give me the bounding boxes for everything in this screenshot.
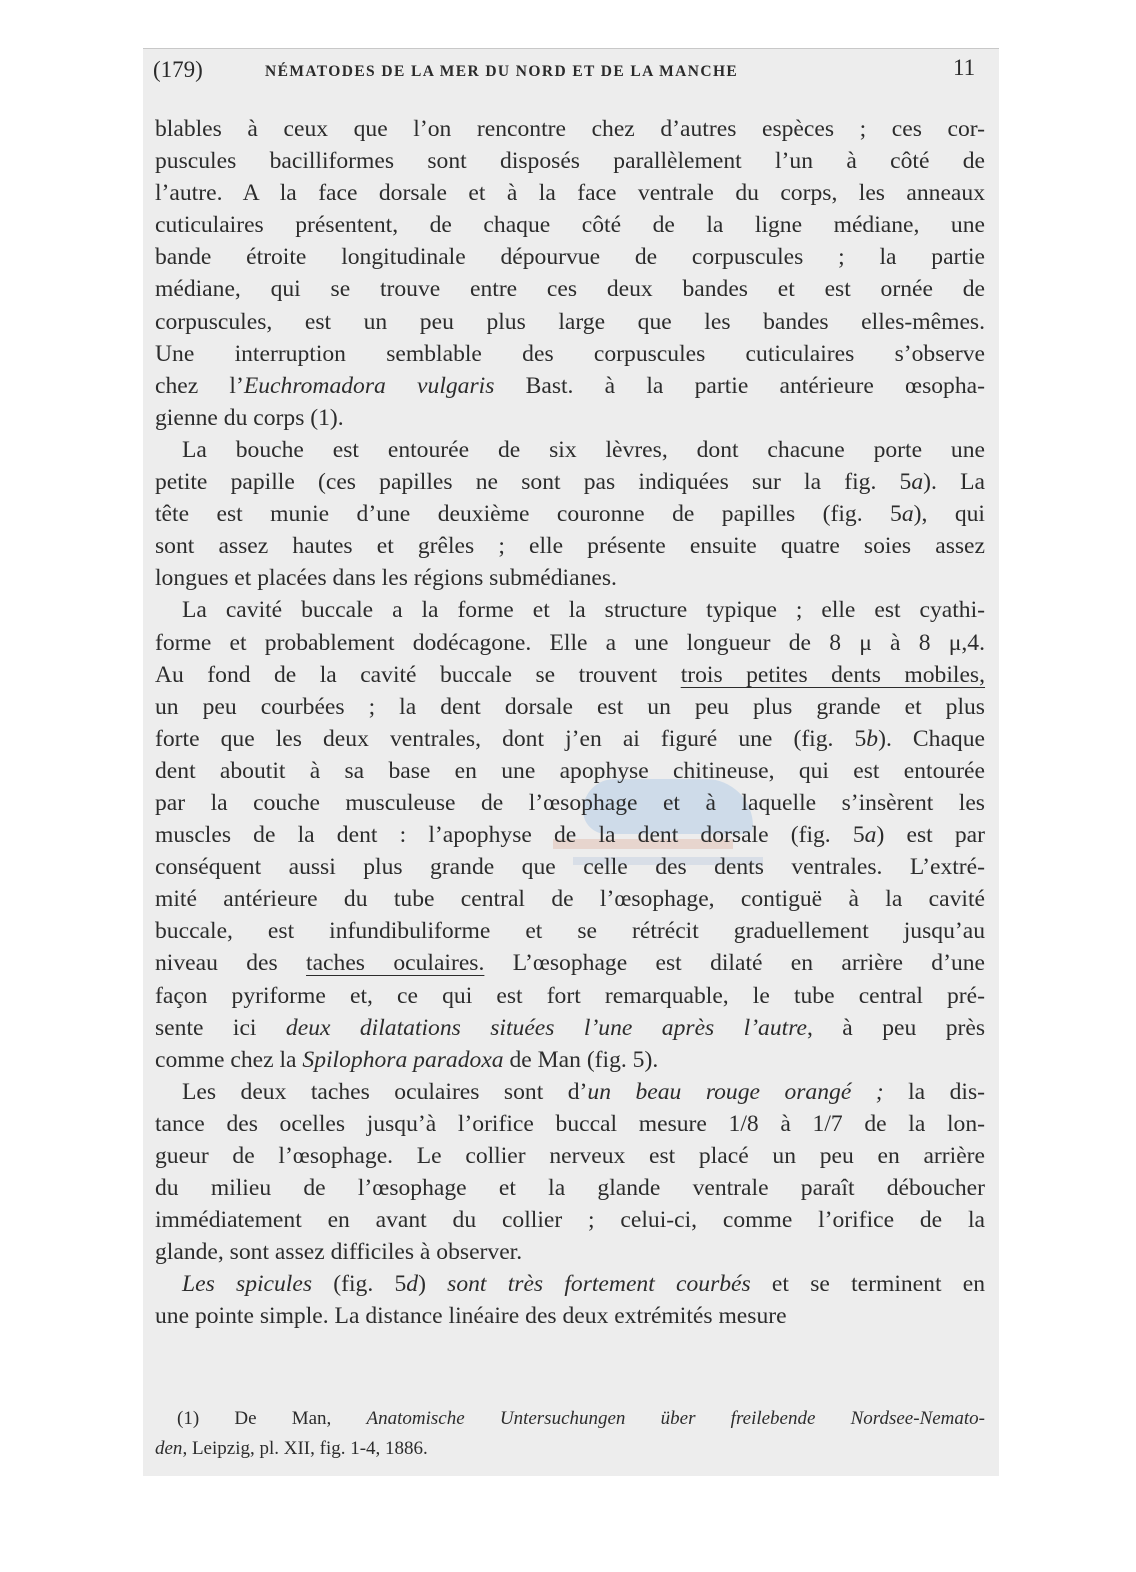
text-segment: (1) De Man, xyxy=(177,1408,367,1429)
text-line xyxy=(155,466,985,498)
italic-text: b xyxy=(866,725,879,752)
text-segment: tête est munie d’une deuxième couronne de papilles (fig. 5 xyxy=(155,501,902,528)
text-segment: longues et placées dans les régions submédianes. xyxy=(155,565,617,592)
text-line xyxy=(155,1268,985,1300)
text-line xyxy=(155,1044,985,1076)
text-line xyxy=(155,723,985,755)
page-number: 11 xyxy=(953,55,976,80)
text-segment: gienne du corps (1). xyxy=(155,404,344,431)
text-line xyxy=(155,1140,985,1172)
text-segment: chez l’ xyxy=(155,372,244,399)
italic-text: deux dilatations situées l’une après l’autre xyxy=(285,1014,807,1041)
text-segment: , à peu près xyxy=(806,1014,985,1041)
text-segment: (fig. 5 xyxy=(312,1271,407,1298)
text-line xyxy=(155,498,985,530)
italic-text: Les spicules xyxy=(182,1271,313,1298)
text-line xyxy=(155,370,985,402)
text-line xyxy=(155,980,985,1012)
text-segment: l’autre. A la face dorsale et à la face ventrale du corps, les anneaux xyxy=(155,180,985,207)
text-line xyxy=(155,1300,985,1332)
text-line xyxy=(155,1076,985,1108)
text-line xyxy=(155,338,985,370)
italic-text: sont très fortement courbés xyxy=(447,1271,751,1298)
text-segment: mité antérieure du tube central de l’œsophage, contiguë à la cavité xyxy=(155,886,985,913)
text-line xyxy=(155,659,985,691)
text-segment: ). Chaque xyxy=(878,725,985,752)
text-segment: immédiatement en avant du collier ; celui-ci, comme l’orifice de la xyxy=(155,1207,985,1234)
text-line xyxy=(155,113,985,145)
body-text xyxy=(155,113,985,1333)
italic-text: d xyxy=(406,1271,419,1298)
text-segment: sont assez hautes et grêles ; elle présente ensuite quatre soies assez xyxy=(155,533,985,560)
text-line xyxy=(155,594,985,626)
text-segment: La cavité buccale a la forme et la structure typique ; elle est cyathi- xyxy=(182,597,985,624)
text-segment: blables à ceux que l’on rencontre chez d’autres espèces ; ces cor- xyxy=(155,116,985,142)
text-segment: comme chez la xyxy=(155,1046,303,1073)
text-segment: , Leipzig, pl. XII, fig. 1-4, 1886. xyxy=(182,1438,428,1459)
text-segment: L’œsophage est dilaté en arrière d’une xyxy=(484,950,986,977)
text-segment: Une interruption semblable des corpuscules cuticulaires s’observe xyxy=(155,340,985,367)
text-segment: forme et probablement dodécagone. Elle a une longueur de 8 μ à 8 μ,4. xyxy=(155,629,985,656)
text-segment: du milieu de l’œsophage et la glande ventrale paraît déboucher xyxy=(155,1175,985,1202)
italic-text: den xyxy=(155,1438,183,1459)
text-line xyxy=(155,273,985,305)
text-segment: Au fond de la cavité buccale se trouvent xyxy=(155,661,681,688)
text-line xyxy=(155,402,985,434)
text-segment: tance des ocelles jusqu’à l’orifice buccal mesure 1/8 à 1/7 de la lon- xyxy=(155,1110,985,1137)
italic-text: Anatomische Untersuchungen über freilebende Nordsee-Nemato- xyxy=(366,1408,986,1429)
text-line xyxy=(155,562,985,594)
text-line xyxy=(155,691,985,723)
text-segment: ), qui xyxy=(913,501,985,528)
running-head xyxy=(143,55,983,89)
text-segment: une pointe simple. La distance linéaire des deux extrémités mesure xyxy=(155,1303,787,1330)
text-line xyxy=(155,1012,985,1044)
italic-text: Euchromadora vulgaris xyxy=(243,372,495,399)
underlined-text: trois petites dents mobiles, xyxy=(680,661,986,688)
text-segment: façon pyriforme et, ce qui est fort remarquable, le tube central pré- xyxy=(155,982,985,1009)
text-segment: de Man (fig. 5). xyxy=(503,1046,659,1073)
text-segment: Bast. à la partie antérieure œsopha- xyxy=(494,372,985,399)
text-segment: par la couche musculeuse de l’œsophage et à laquelle s’insèrent les xyxy=(155,789,985,816)
text-segment: et se terminent en xyxy=(750,1271,985,1298)
text-line xyxy=(155,851,985,883)
text-line xyxy=(155,915,985,947)
text-line xyxy=(155,241,985,273)
text-segment: ) xyxy=(418,1271,448,1298)
text-line xyxy=(155,819,985,851)
text-line xyxy=(155,1108,985,1140)
footnotes xyxy=(155,1404,985,1464)
text-line xyxy=(155,627,985,659)
text-segment: bande étroite longitudinale dépourvue de corpuscules ; la partie xyxy=(155,244,985,271)
underlined-text: taches oculaires. xyxy=(306,950,485,977)
text-line xyxy=(155,209,985,241)
text-line xyxy=(155,1204,985,1236)
text-segment: petite papille (ces papilles ne sont pas indiquées sur la fig. 5 xyxy=(155,469,912,496)
text-segment: niveau des xyxy=(155,950,307,977)
text-segment: muscles de la dent : l’apophyse de la dent dorsale (fig. 5 xyxy=(155,822,865,849)
text-segment: cuticulaires présentent, de chaque côté de la ligne médiane, une xyxy=(155,212,985,239)
text-segment: Les deux taches oculaires sont d’ xyxy=(182,1078,588,1105)
footnote-line xyxy=(155,1404,985,1434)
text-segment: ). La xyxy=(923,469,985,496)
text-segment: conséquent aussi plus grande que celle des dents ventrales. L’extré- xyxy=(155,854,985,881)
scanned-page xyxy=(143,48,999,1476)
italic-text: a xyxy=(864,822,877,849)
text-segment: gueur de l’œsophage. Le collier nerveux est placé un peu en arrière xyxy=(155,1143,985,1169)
text-line xyxy=(155,1236,985,1268)
text-segment: médiane, qui se trouve entre ces deux bandes et est ornée de xyxy=(155,276,985,303)
text-segment: puscules bacilliformes sont disposés parallèlement l’un à côté de xyxy=(155,148,985,175)
italic-text: un beau rouge orangé ; xyxy=(587,1078,884,1105)
text-line xyxy=(155,145,985,177)
text-segment: forte que les deux ventrales, dont j’en ai figuré une (fig. 5 xyxy=(155,725,867,752)
text-line xyxy=(155,883,985,915)
text-segment: ) est par xyxy=(876,822,985,849)
text-line xyxy=(155,530,985,562)
italic-text: a xyxy=(911,469,924,496)
footnote-line xyxy=(155,1434,985,1464)
text-line xyxy=(155,306,985,338)
text-segment: sente ici xyxy=(155,1014,286,1041)
text-segment: buccale, est infundibuliforme et se rétrécit graduellement jusqu’au xyxy=(155,918,985,945)
text-line xyxy=(155,787,985,819)
text-segment: un peu courbées ; la dent dorsale est un peu plus grande et plus xyxy=(155,693,985,720)
text-segment: la dis- xyxy=(883,1078,986,1105)
text-segment: glande, sont assez difficiles à observer. xyxy=(155,1239,523,1266)
text-segment: dent aboutit à sa base en une apophyse chitineuse, qui est entourée xyxy=(155,757,985,784)
text-line xyxy=(155,434,985,466)
running-title: NÉMATODES DE LA MER DU NORD ET DE LA MANCHE xyxy=(265,63,739,80)
original-page-number: (179) xyxy=(153,57,203,82)
italic-text: a xyxy=(901,501,914,528)
italic-text: Spilophora paradoxa xyxy=(302,1046,504,1073)
text-line xyxy=(155,755,985,787)
text-line xyxy=(155,177,985,209)
text-line xyxy=(155,947,985,979)
text-segment: corpuscules, est un peu plus large que les bandes elles-mêmes. xyxy=(155,308,985,335)
text-line xyxy=(155,1172,985,1204)
text-segment: La bouche est entourée de six lèvres, dont chacune porte une xyxy=(182,436,985,463)
